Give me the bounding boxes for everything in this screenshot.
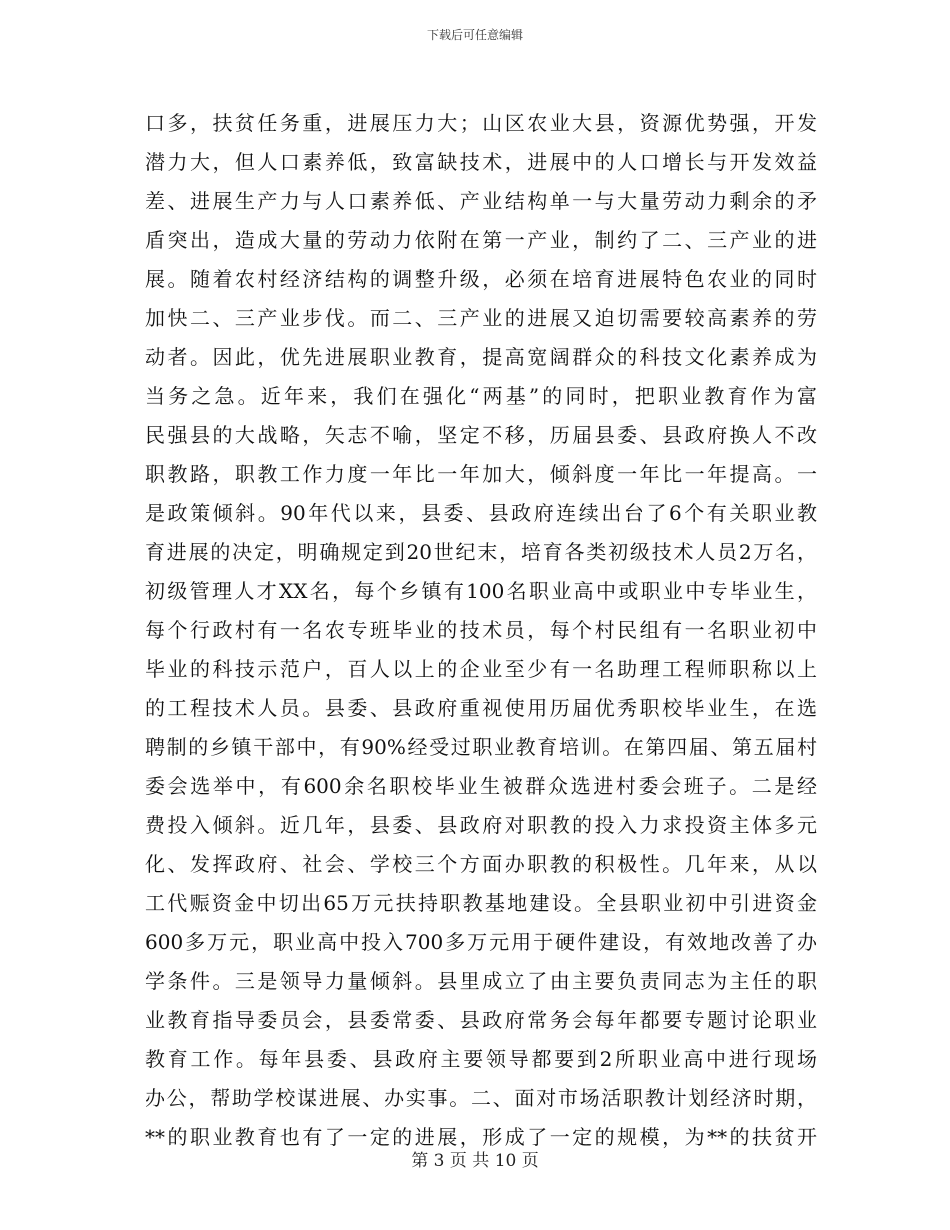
- text-line: 每个行政村有一名农专班毕业的技术员，每个村民组有一名职业初中: [145, 618, 817, 642]
- text-line: 初级管理人才XX名，每个乡镇有100名职业高中或职业中专毕业生，: [145, 579, 817, 603]
- document-body: [145, 104, 817, 1157]
- text-line: 化、发挥政府、社会、学校三个方面办职教的积极性。几年来，从以: [145, 852, 817, 876]
- text-line: 加快二、三产业步伐。而二、三产业的进展又迫切需要较高素养的劳: [145, 306, 817, 330]
- text-line: 业教育指导委员会，县委常委、县政府常务会每年都要专题讨论职业: [145, 1008, 817, 1032]
- text-line: 600多万元，职业高中投入700多万元用于硬件建设，有效地改善了办: [145, 930, 817, 954]
- text-line: 费投入倾斜。近几年，县委、县政府对职教的投入力求投资主体多元: [145, 813, 817, 837]
- text-line: 学条件。三是领导力量倾斜。县里成立了由主要负责同志为主任的职: [145, 969, 817, 993]
- text-line: 展。随着农村经济结构的调整升级，必须在培育进展特色农业的同时: [145, 267, 817, 291]
- page-number: 第 3 页 共 10 页: [411, 1151, 539, 1171]
- text-line: 差、进展生产力与人口素养低、产业结构单一与大量劳动力剩余的矛: [145, 189, 817, 213]
- text-line: 潜力大，但人口素养低，致富缺技术，进展中的人口增长与开发效益: [145, 150, 817, 174]
- text-line: 毕业的科技示范户，百人以上的企业至少有一名助理工程师职称以上: [145, 657, 817, 681]
- text-line: 盾突出，造成大量的劳动力依附在第一产业，制约了二、三产业的进: [145, 228, 817, 252]
- text-line: 当务之急。近年来，我们在强化“两基”的同时，把职业教育作为富: [145, 384, 817, 408]
- text-line: 育进展的决定，明确规定到20世纪末，培育各类初级技术人员2万名，: [145, 540, 817, 564]
- text-line: 办公，帮助学校谋进展、办实事。二、面对市场活职教计划经济时期，: [145, 1086, 817, 1110]
- text-line: 聘制的乡镇干部中，有90%经受过职业教育培训。在第四届、第五届村: [145, 735, 817, 759]
- text-line: 口多，扶贫任务重，进展压力大；山区农业大县，资源优势强，开发: [145, 111, 817, 135]
- text-line: 教育工作。每年县委、县政府主要领导都要到2所职业高中进行现场: [145, 1047, 817, 1071]
- text-line: 动者。因此，优先进展职业教育，提高宽阔群众的科技文化素养成为: [145, 345, 817, 369]
- text-line: 民强县的大战略，矢志不喻，坚定不移，历届县委、县政府换人不改: [145, 423, 817, 447]
- text-line: 职教路，职教工作力度一年比一年加大，倾斜度一年比一年提高。一: [145, 462, 817, 486]
- text-line: **的职业教育也有了一定的进展，形成了一定的规模，为**的扶贫开: [145, 1125, 817, 1149]
- page-header-note: 下载后可任意编辑: [426, 28, 523, 42]
- text-line: 是政策倾斜。90年代以来，县委、县政府连续出台了6个有关职业教: [145, 501, 817, 525]
- text-line: 的工程技术人员。县委、县政府重视使用历届优秀职校毕业生，在选: [145, 696, 817, 720]
- text-line: 委会选举中，有600余名职校毕业生被群众选进村委会班子。二是经: [145, 774, 817, 798]
- text-line: 工代赈资金中切出65万元扶持职教基地建设。全县职业初中引进资金: [145, 891, 817, 915]
